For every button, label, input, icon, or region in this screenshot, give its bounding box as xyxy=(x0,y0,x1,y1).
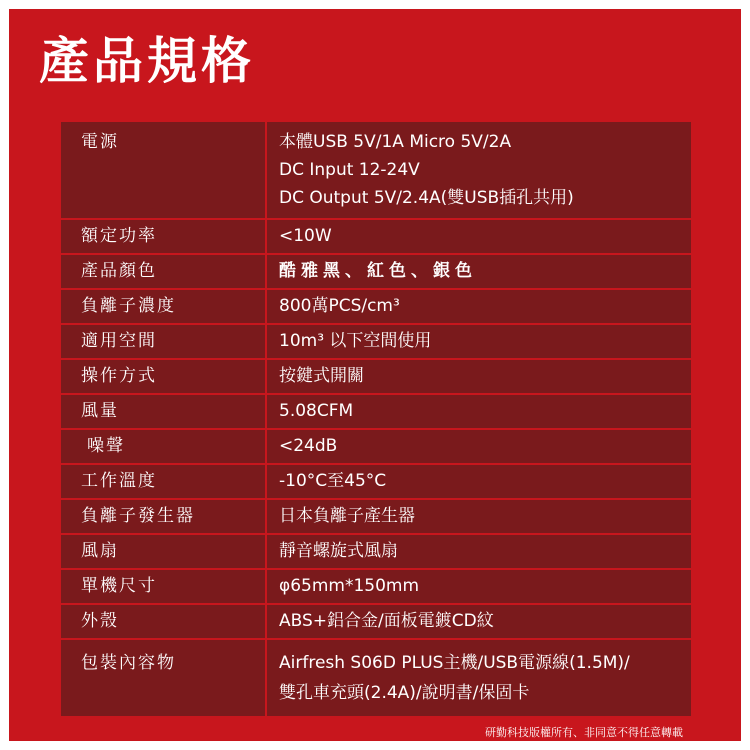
spec-label: 單機尺寸 xyxy=(81,576,157,596)
spec-value: 5.08CFM xyxy=(279,401,354,421)
spec-value: 10m³ 以下空間使用 xyxy=(279,331,432,351)
spec-value: φ65mm*150mm xyxy=(279,576,420,596)
spec-row-fan xyxy=(61,535,691,568)
spec-value: 靜音螺旋式風扇 xyxy=(279,541,398,561)
spec-panel xyxy=(9,9,741,741)
copyright-notice: 研勤科技版權所有、非同意不得任意轉載 xyxy=(485,726,683,739)
spec-row-power xyxy=(61,122,691,218)
spec-label: 電源 xyxy=(81,132,119,152)
spec-row-space xyxy=(61,325,691,358)
spec-label: 適用空間 xyxy=(81,331,157,351)
spec-row-package-contents xyxy=(61,640,691,716)
spec-row-airflow xyxy=(61,395,691,428)
spec-table xyxy=(61,122,691,716)
spec-value: 酷雅黑、紅色、銀色 xyxy=(279,261,477,281)
spec-label: 風扇 xyxy=(81,541,119,561)
spec-value: 本體USB 5V/1A Micro 5V/2A DC Input 12-24V DC Output 5V/2.4A(雙USB插孔共用) xyxy=(279,132,574,208)
spec-row-size xyxy=(61,570,691,603)
spec-label: 風量 xyxy=(81,401,119,421)
spec-row-noise xyxy=(61,430,691,463)
spec-value: 按鍵式開關 xyxy=(279,366,364,386)
spec-row-shell xyxy=(61,605,691,638)
spec-value: 日本負離子產生器 xyxy=(279,506,415,526)
spec-value: ABS+鋁合金/面板電鍍CD紋 xyxy=(279,611,494,631)
spec-label: 工作溫度 xyxy=(81,471,157,491)
spec-value: <24dB xyxy=(279,436,338,456)
spec-row-ion-generator xyxy=(61,500,691,533)
spec-label: 額定功率 xyxy=(81,226,157,246)
spec-value: <10W xyxy=(279,226,332,246)
spec-row-color xyxy=(61,255,691,288)
spec-row-operation xyxy=(61,360,691,393)
page-title: 產品規格 xyxy=(39,32,255,90)
spec-label: 產品顏色 xyxy=(81,261,157,281)
spec-label: 操作方式 xyxy=(81,366,157,386)
spec-row-ion-density xyxy=(61,290,691,323)
spec-row-rated-power xyxy=(61,220,691,253)
spec-label: 負離子濃度 xyxy=(81,296,176,316)
spec-value: 800萬PCS/cm³ xyxy=(279,296,400,316)
spec-row-temperature xyxy=(61,465,691,498)
spec-label: 包裝內容物 xyxy=(81,653,176,673)
spec-label: 噪聲 xyxy=(87,436,125,456)
spec-value: -10°C至45°C xyxy=(279,471,387,491)
spec-value: Airfresh S06D PLUS主機/USB電源線(1.5M)/ 雙孔車充頭(2.4A)/說明書/保固卡 xyxy=(279,653,630,703)
spec-label: 外殼 xyxy=(81,611,119,631)
spec-label: 負離子發生器 xyxy=(81,506,195,526)
